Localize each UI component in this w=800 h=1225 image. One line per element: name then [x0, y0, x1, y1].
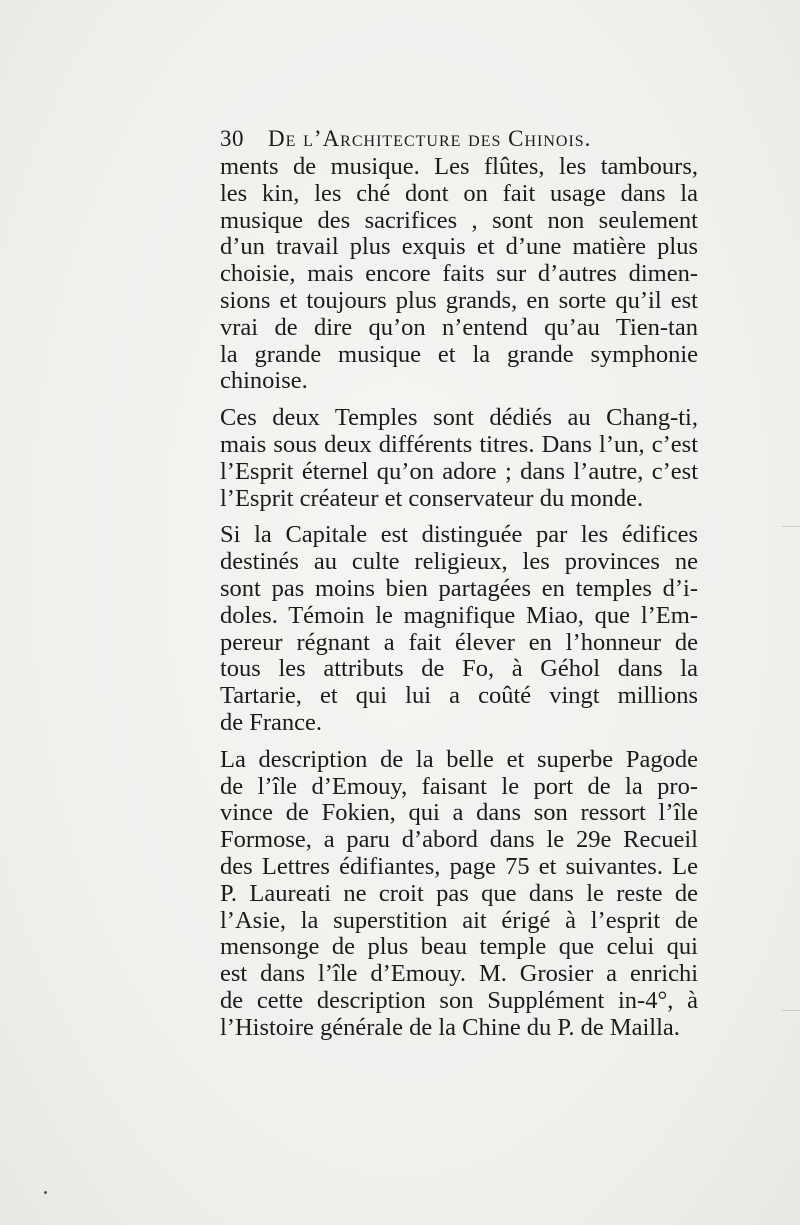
text-line: La description de la belle et superbe Pagode: [220, 745, 698, 773]
text-line: mais sous deux différents titres. Dans l’un, c’est: [220, 430, 698, 458]
text-line: mensonge de plus beau temple que celui qui: [220, 933, 698, 961]
text-line: sions et toujours plus grands, en sorte qu’il est: [220, 286, 698, 314]
text-line: sont pas moins bien partagées en temples d’i-: [220, 574, 698, 602]
text-line: vince de Fokien, qui a dans son ressort l’île: [220, 799, 698, 827]
ink-speck: [44, 1191, 47, 1194]
text-line: des Lettres édifiantes, page 75 et suivantes. Le: [220, 852, 698, 880]
text-line: est dans l’île d’Emouy. M. Grosier a enrichi: [220, 960, 698, 988]
text-line: les kin, les ché dont on fait usage dans la: [220, 179, 698, 207]
text-line: de l’île d’Emouy, faisant le port de la pro-: [220, 772, 698, 800]
page-edge-mark: [782, 526, 800, 527]
text-line: ments de musique. Les flûtes, les tambours,: [220, 153, 698, 180]
text-line: vrai de dire qu’on n’entend qu’au Tien-tan: [220, 313, 698, 341]
paragraph-3: [220, 522, 698, 736]
text-line: de France.: [220, 708, 323, 736]
text-line: P. Laureati ne croit pas que dans le reste de: [220, 879, 698, 907]
text-line: la grande musique et la grande symphonie: [220, 340, 698, 368]
text-line: doles. Témoin le magnifique Miao, que l’Em-: [220, 601, 698, 629]
body-text: [220, 154, 698, 1042]
text-line: Ces deux Temples sont dédiés au Chang-ti,: [220, 404, 698, 432]
paragraph-4: [220, 747, 698, 1042]
running-title: De l’Architecture des Chinois.: [268, 126, 592, 151]
text-line: Formose, a paru d’abord dans le 29e Recueil: [220, 826, 698, 854]
text-line: choisie, mais encore faits sur d’autres dimen-: [220, 260, 698, 288]
text-line: l’Asie, la superstition ait érigé à l’esprit de: [220, 906, 698, 934]
page-number: 30: [220, 126, 244, 151]
text-line: destinés au culte religieux, les provinces ne: [220, 548, 698, 576]
text-line: d’un travail plus exquis et d’une matière plus: [220, 233, 698, 261]
text-line: Si la Capitale est distinguée par les édifices: [220, 521, 698, 549]
text-line: chinoise.: [220, 367, 308, 395]
paragraph-1: [220, 154, 698, 395]
paragraph-2: [220, 405, 698, 512]
text-line: musique des sacrifices , sont non seulement: [220, 206, 698, 234]
text-line: Tartarie, et qui lui a coûté vingt millions: [220, 682, 698, 710]
text-line: pereur régnant a fait élever en l’honneur de: [220, 628, 698, 656]
text-line: l’Esprit créateur et conservateur du monde.: [220, 484, 644, 512]
page-edge-mark: [782, 1010, 800, 1011]
text-line: l’Histoire générale de la Chine du P. de Mailla.: [220, 1013, 680, 1041]
text-line: tous les attributs de Fo, à Géhol dans la: [220, 655, 698, 683]
text-line: l’Esprit éternel qu’on adore ; dans l’autre, c’est: [220, 457, 698, 485]
text-line: de cette description son Supplément in-4°, à: [220, 986, 698, 1014]
